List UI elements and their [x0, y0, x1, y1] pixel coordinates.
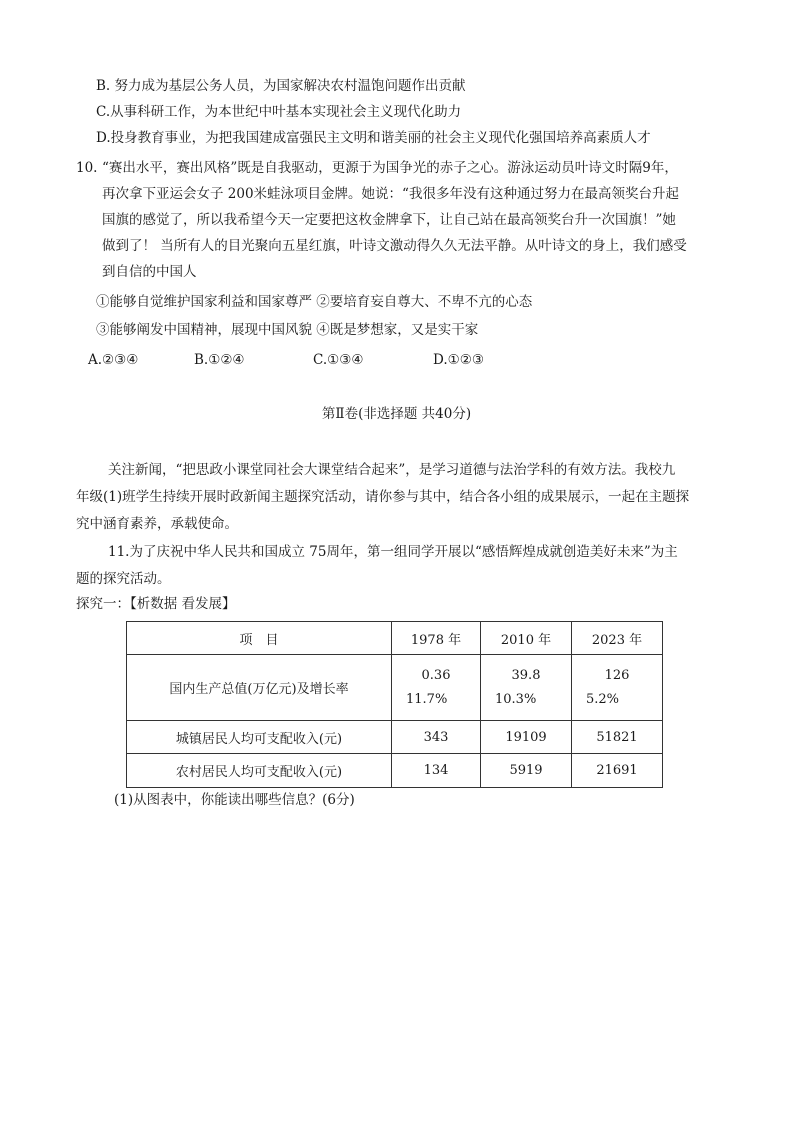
gdp-growth: 5.2% [586, 691, 620, 707]
part2-title: 第Ⅱ卷(非选择题 共40分) [321, 406, 472, 422]
q10-choice-c: C.①③④ [313, 352, 364, 368]
q10-stem-line: 做到了！ 当所有人的目光聚向五星红旗，叶诗文激动得久久无法平静。从叶诗文的身上，我们感受 [102, 238, 687, 254]
q10-choice-d: D.①②③ [433, 352, 484, 368]
gdp-cell [572, 655, 663, 721]
inquiry-label: 探究一：【析数据 看发展】 [76, 596, 236, 612]
q10-choice-a: A.②③④ [88, 352, 139, 368]
gdp-value: 0.36 [421, 667, 451, 683]
table-cell: 51821 [572, 721, 663, 754]
gdp-value: 39.8 [511, 667, 541, 683]
table-cell: 343 [392, 721, 481, 754]
q11-stem-line: 题的探究活动。 [76, 571, 171, 587]
q11-stem-line: 11.为了庆祝中华人民共和国成立 75周年，第一组同学开展以“感悟辉煌成就创造美好未来”为主 [108, 544, 678, 560]
q10-stem-line: 到自信的中国人 [102, 264, 197, 280]
q9-option-b: B. 努力成为基层公务人员，为国家解决农村温饱问题作出贡献 [96, 78, 466, 94]
q9-option-d: D.投身教育事业，为把我国建成富强民主文明和谐美丽的社会主义现代化强国培养高素质人才 [96, 130, 651, 146]
gdp-growth: 10.3% [495, 691, 537, 707]
table-header-cell: 2010 年 [481, 622, 572, 655]
intro-line: 年级(1)班学生持续开展时政新闻主题探究活动，请你参与其中，结合各小组的成果展示，一起在主题探 [76, 489, 690, 505]
table-header-cell: 1978 年 [392, 622, 481, 655]
q10-stem-line: 国旗的感觉了，所以我希望今天一定要把这枚金牌拿下，让自己站在最高领奖台升一次国旗！”她 [102, 212, 676, 228]
table-cell: 134 [392, 754, 481, 788]
sub-question: (1)从图表中，你能读出哪些信息？(6分) [114, 792, 355, 808]
table-cell: 19109 [481, 721, 572, 754]
data-table [126, 621, 663, 788]
gdp-cell [481, 655, 572, 721]
table-header-row [127, 622, 663, 655]
q10-choice-b: B.①②④ [194, 352, 245, 368]
table-row [127, 655, 663, 721]
q10-number: 10. [76, 160, 98, 176]
q10-statements: ①能够自觉维护国家利益和国家尊严 ②要培育妄自尊大、不卑不亢的心态 [96, 294, 533, 310]
row-label: 农村居民人均可支配收入(元) [127, 754, 392, 788]
gdp-cell [392, 655, 481, 721]
table-row [127, 721, 663, 754]
gdp-growth: 11.7% [406, 691, 448, 707]
table-row [127, 754, 663, 788]
gdp-value: 126 [604, 667, 630, 683]
table-cell: 21691 [572, 754, 663, 788]
table-cell: 5919 [481, 754, 572, 788]
q10-stem-line: 再次拿下亚运会女子 200米蛙泳项目金牌。她说：“我很多年没有这种通过努力在最高领奖台升起 [102, 186, 679, 202]
intro-line: 关注新闻，“把思政小课堂同社会大课堂结合起来”，是学习道德与法治学科的有效方法。我校九 [108, 462, 676, 478]
table-header-cell: 2023 年 [572, 622, 663, 655]
row-label: 国内生产总值(万亿元)及增长率 [127, 655, 392, 721]
intro-line: 究中涵育素养，承载使命。 [76, 516, 238, 532]
q9-option-c: C.从事科研工作，为本世纪中叶基本实现社会主义现代化助力 [96, 104, 462, 120]
q10-statements: ③能够阐发中国精神，展现中国风貌 ④既是梦想家，又是实干家 [96, 322, 479, 338]
q10-stem-line: “赛出水平，赛出风格”既是自我驱动，更源于为国争光的赤子之心。游泳运动员叶诗文时隔9年， [102, 160, 678, 176]
table-header-cell: 项 目 [127, 622, 392, 655]
row-label: 城镇居民人均可支配收入(元) [127, 721, 392, 754]
